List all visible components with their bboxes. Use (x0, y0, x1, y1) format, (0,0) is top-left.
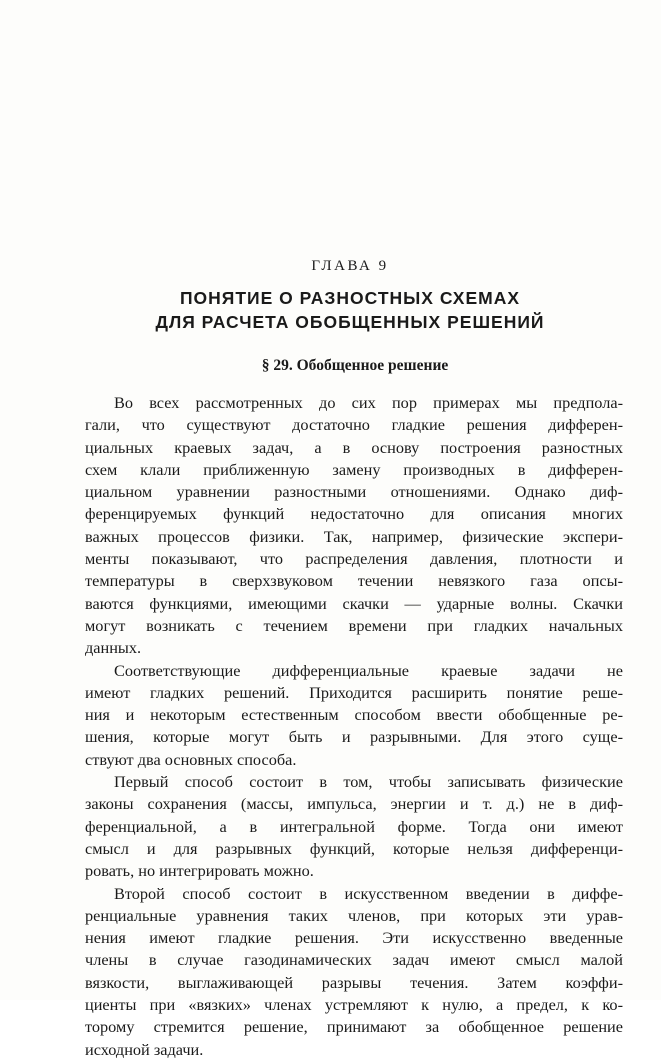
paragraph-line: шения, которые могут быть и разрывными. Для этого суще- (85, 727, 623, 747)
paragraph-line: ференциальной, а в интегральной форме. Тогда они имеют (85, 816, 623, 836)
paragraph-line: вязкости, выглаживающей разрывы течения. Затем коэффи- (85, 972, 623, 992)
paragraph-line: важных процессов физики. Так, например, физические экспери- (85, 526, 623, 546)
paragraph-line: ференцируемых функций недостаточно для описания многих (85, 504, 623, 524)
paragraph-line: Второй способ состоит в искусственном введении в диффе- (114, 883, 623, 903)
paragraph-line: Первый способ состоит в том, чтобы записывать физические (114, 772, 623, 792)
paragraph-line: Соответствующие дифференциальные краевые задачи не (114, 660, 623, 680)
paragraph-line: ровать, но интегрировать можно. (85, 861, 314, 881)
paragraph-line: менты показывают, что распределения давления, плотности и (85, 549, 623, 569)
section-title: § 29. Обобщенное решение (261, 357, 449, 374)
paragraph-line: имеют гладких решений. Приходится расширить понятие реше- (85, 682, 623, 702)
paragraph-line: данных. (85, 638, 142, 658)
chapter-label: ГЛАВА 9 (311, 258, 389, 274)
paragraph-line: циальных краевых задач, а в основу построения разностных (85, 437, 623, 457)
paragraph-line: ния и некоторым естественным способом ввести обобщенные ре- (85, 705, 623, 725)
paragraph-line: схем клали приближенную замену производных в дифферен- (85, 459, 623, 479)
body-text (85, 392, 623, 1061)
chapter-title-line: ДЛЯ РАСЧЕТА ОБОБЩЕННЫХ РЕШЕНИЙ (155, 312, 545, 332)
paragraph-line: циальном уравнении разностными отношениями. Однако диф- (85, 482, 623, 502)
paragraph-line: могут возникать с течением времени при гладких начальных (85, 615, 623, 635)
paragraph-line: нения имеют гладкие решения. Эти искусственно введенные (85, 928, 623, 948)
paragraph-line: законы сохранения (массы, импульса, энергии и т. д.) не в диф- (85, 794, 623, 814)
paragraph-line: температуры в сверхзвуковом течении невязкого газа опсы- (85, 571, 623, 591)
paragraph-line: торому стремится решение, принимают за обобщенное решение (85, 1017, 623, 1037)
chapter-title (0, 286, 661, 334)
chapter-title-line: ПОНЯТИЕ О РАЗНОСТНЫХ СХЕМАХ (179, 288, 521, 308)
paragraph-line: ренциальные уравнения таких членов, при которых эти урав- (85, 905, 623, 925)
paragraph-line: члены в случае газодинамических задач имеют смысл малой (85, 950, 623, 970)
paragraph-line: смысл и для разрывных функций, которые нельзя дифференци- (85, 838, 623, 858)
paragraph-line: ствуют два основных способа. (85, 749, 297, 769)
paragraph-line: Во всех рассмотренных до сих пор примерах мы предпола- (114, 393, 623, 412)
paragraph-line: гали, что существуют достаточно гладкие решения дифферен- (85, 415, 623, 435)
paragraph-line: ваются функциями, имеющими скачки — ударные волны. Скачки (85, 593, 623, 613)
paragraph-line: исходной задачи. (85, 1039, 204, 1059)
paragraph-line: циенты при «вязких» членах устремляют к нулю, а предел, к ко- (85, 995, 623, 1015)
